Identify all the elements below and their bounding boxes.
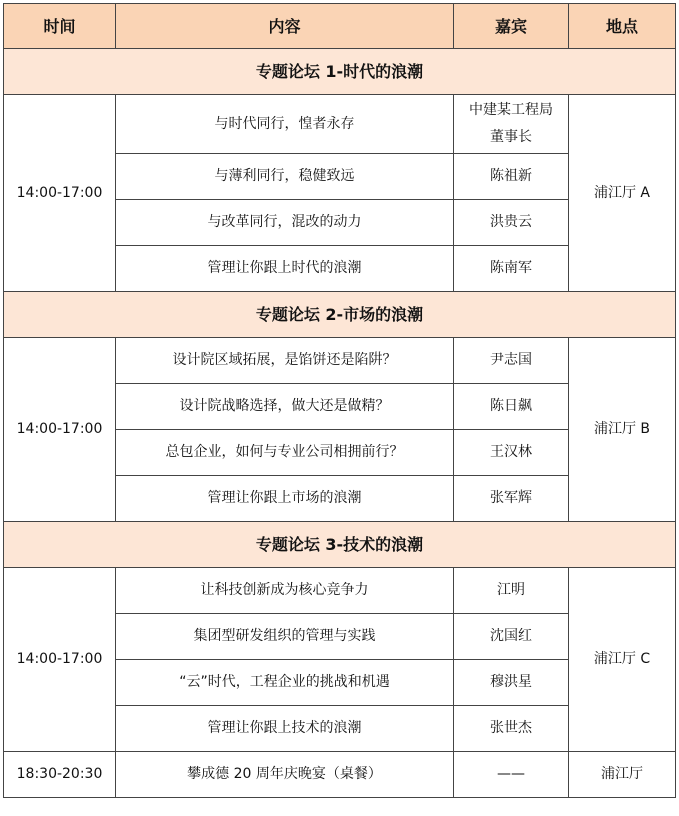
guest-cell: 洪贵云 bbox=[454, 200, 569, 246]
closing-row bbox=[4, 752, 676, 798]
session-location: 浦江厅 B bbox=[569, 338, 676, 522]
schedule-table bbox=[3, 3, 676, 798]
guest-cell: 尹志国 bbox=[454, 338, 569, 384]
topic-cell: 设计院区域拓展，是馅饼还是陷阱？ bbox=[116, 338, 454, 384]
header-guest: 嘉宾 bbox=[454, 4, 569, 49]
guest-cell: 陈日飙 bbox=[454, 384, 569, 430]
topic-cell: 管理让你跟上技术的浪潮 bbox=[116, 706, 454, 752]
topic-cell: 与时代同行，惶者永存 bbox=[116, 95, 454, 154]
closing-topic: 攀成德 20 周年庆晚宴（桌餐） bbox=[116, 752, 454, 798]
closing-guest: —— bbox=[454, 752, 569, 798]
header-time: 时间 bbox=[4, 4, 116, 49]
topic-cell: 与改革同行，混改的动力 bbox=[116, 200, 454, 246]
session-time: 14:00-17:00 bbox=[4, 338, 116, 522]
session-time: 14:00-17:00 bbox=[4, 568, 116, 752]
guest-cell: 江明 bbox=[454, 568, 569, 614]
table-row bbox=[4, 568, 676, 614]
guest-cell bbox=[454, 95, 569, 154]
topic-cell: “云”时代，工程企业的挑战和机遇 bbox=[116, 660, 454, 706]
topic-cell: 管理让你跟上时代的浪潮 bbox=[116, 246, 454, 292]
header-content: 内容 bbox=[116, 4, 454, 49]
guest-cell: 沈国红 bbox=[454, 614, 569, 660]
session-location: 浦江厅 C bbox=[569, 568, 676, 752]
session-location: 浦江厅 A bbox=[569, 95, 676, 292]
closing-location: 浦江厅 bbox=[569, 752, 676, 798]
table-row bbox=[4, 95, 676, 154]
topic-cell: 与薄利同行，稳健致远 bbox=[116, 154, 454, 200]
topic-cell: 集团型研发组织的管理与实践 bbox=[116, 614, 454, 660]
topic-cell: 管理让你跟上市场的浪潮 bbox=[116, 476, 454, 522]
header-location: 地点 bbox=[569, 4, 676, 49]
topic-cell: 总包企业，如何与专业公司相拥前行？ bbox=[116, 430, 454, 476]
topic-cell: 让科技创新成为核心竞争力 bbox=[116, 568, 454, 614]
guest-cell: 张军辉 bbox=[454, 476, 569, 522]
topic-cell: 设计院战略选择，做大还是做精？ bbox=[116, 384, 454, 430]
session-title-row bbox=[4, 292, 676, 338]
guest-cell: 张世杰 bbox=[454, 706, 569, 752]
guest-cell: 陈南军 bbox=[454, 246, 569, 292]
table-header-row bbox=[4, 4, 676, 49]
guest-cell: 陈祖新 bbox=[454, 154, 569, 200]
session-title-row bbox=[4, 522, 676, 568]
guest-cell: 穆洪星 bbox=[454, 660, 569, 706]
session-title: 专题论坛 3-技术的浪潮 bbox=[4, 522, 676, 568]
session-title-row bbox=[4, 49, 676, 95]
session-title: 专题论坛 1-时代的浪潮 bbox=[4, 49, 676, 95]
guest-cell: 王汉林 bbox=[454, 430, 569, 476]
session-time: 14:00-17:00 bbox=[4, 95, 116, 292]
session-title: 专题论坛 2-市场的浪潮 bbox=[4, 292, 676, 338]
table-row bbox=[4, 338, 676, 384]
closing-time: 18:30-20:30 bbox=[4, 752, 116, 798]
guest-line-1: 中建某工程局 bbox=[469, 102, 553, 118]
guest-line-2: 董事长 bbox=[490, 129, 532, 145]
